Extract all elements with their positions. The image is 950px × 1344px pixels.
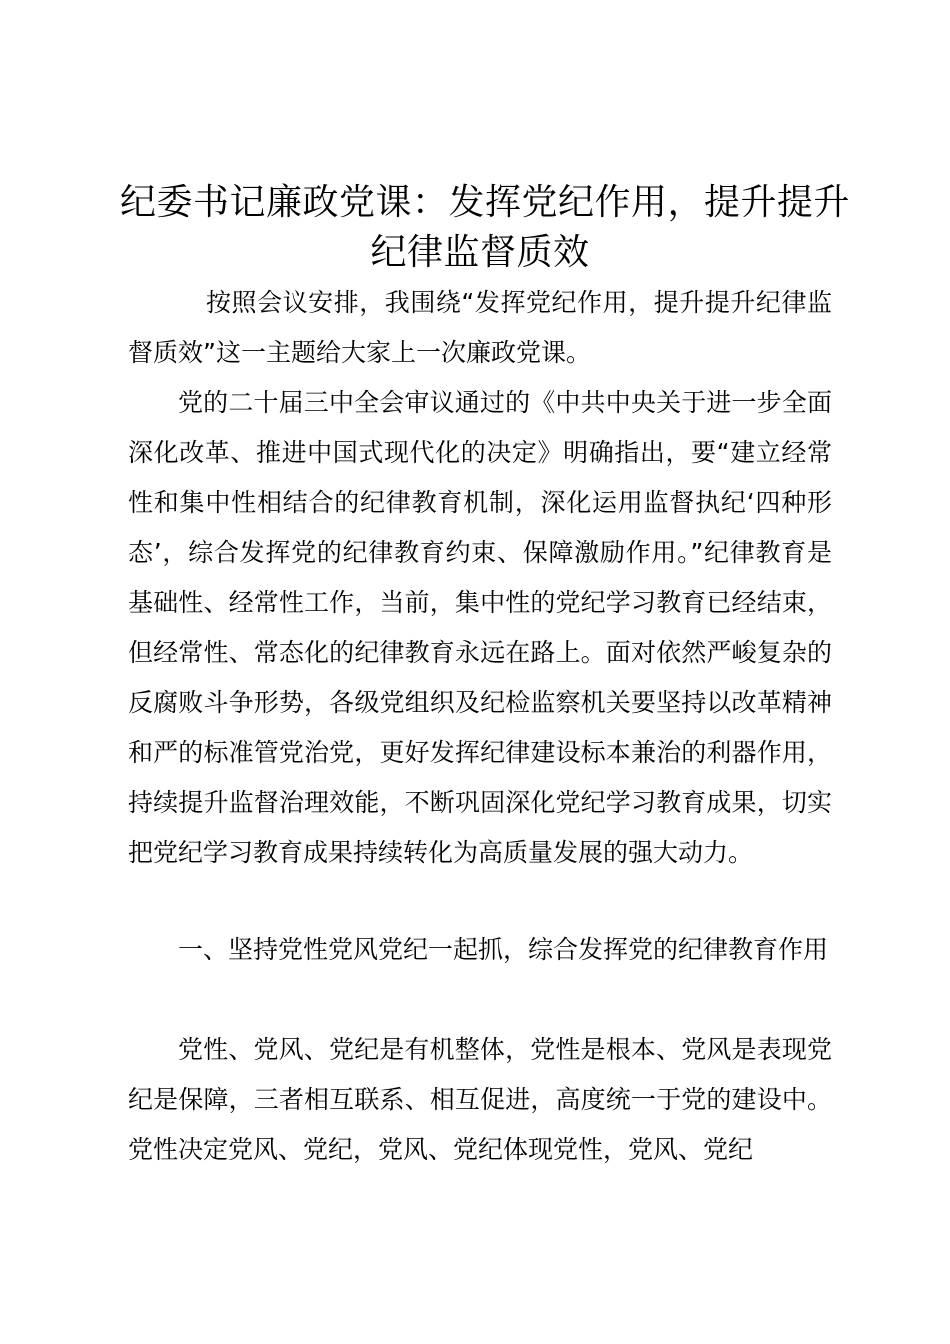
title-line-1: 纪委书记廉政党课：发挥党纪作用，提升提升 <box>120 182 851 223</box>
title-line-2: 纪律监督质效 <box>370 232 590 273</box>
body-paragraph-2: 党性、党风、党纪是有机整体，党性是根本、党风是表现党纪是保障，三者相互联系、相互促进，高度统一于党的建设中。党性决定党风、党纪，党风、党纪体现党性，党风、党纪 <box>128 1035 832 1164</box>
intro-paragraph: 按照会议安排，我围绕“发挥党纪作用，提升提升纪律监督质效”这一主题给大家上一次廉政党课。 <box>128 288 832 367</box>
section-heading-1: 一、坚持党性党风党纪一起抓，综合发挥党的纪律教育作用 <box>178 935 829 964</box>
body-paragraph-1: 党的二十届三中全会审议通过的《中共中央关于进一步全面深化改革、推进中国式现代化的决定》明确指出，要“建立经常性和集中性相结合的纪律教育机制，深化运用监督执纪‘四种形态’，综合发挥党的纪律教育约束、保障激励作用。”纪律教育是基础性、经常性工作，当前，集中性的党纪学习教育已经结束，但经常性、常态化的纪律教育永远在路上。面对依然严峻复杂的反腐败斗争形势，各级党组织及纪检监察机关要坚持以改革精神和严的标准管党治党，更好发挥纪律建设标本兼治的利器作用，持续提升监督治理效能，不断巩固深化党纪学习教育成果，切实把党纪学习教育成果持续转化为高质量发展的强大动力。 <box>128 388 832 867</box>
document-title <box>120 178 851 278</box>
